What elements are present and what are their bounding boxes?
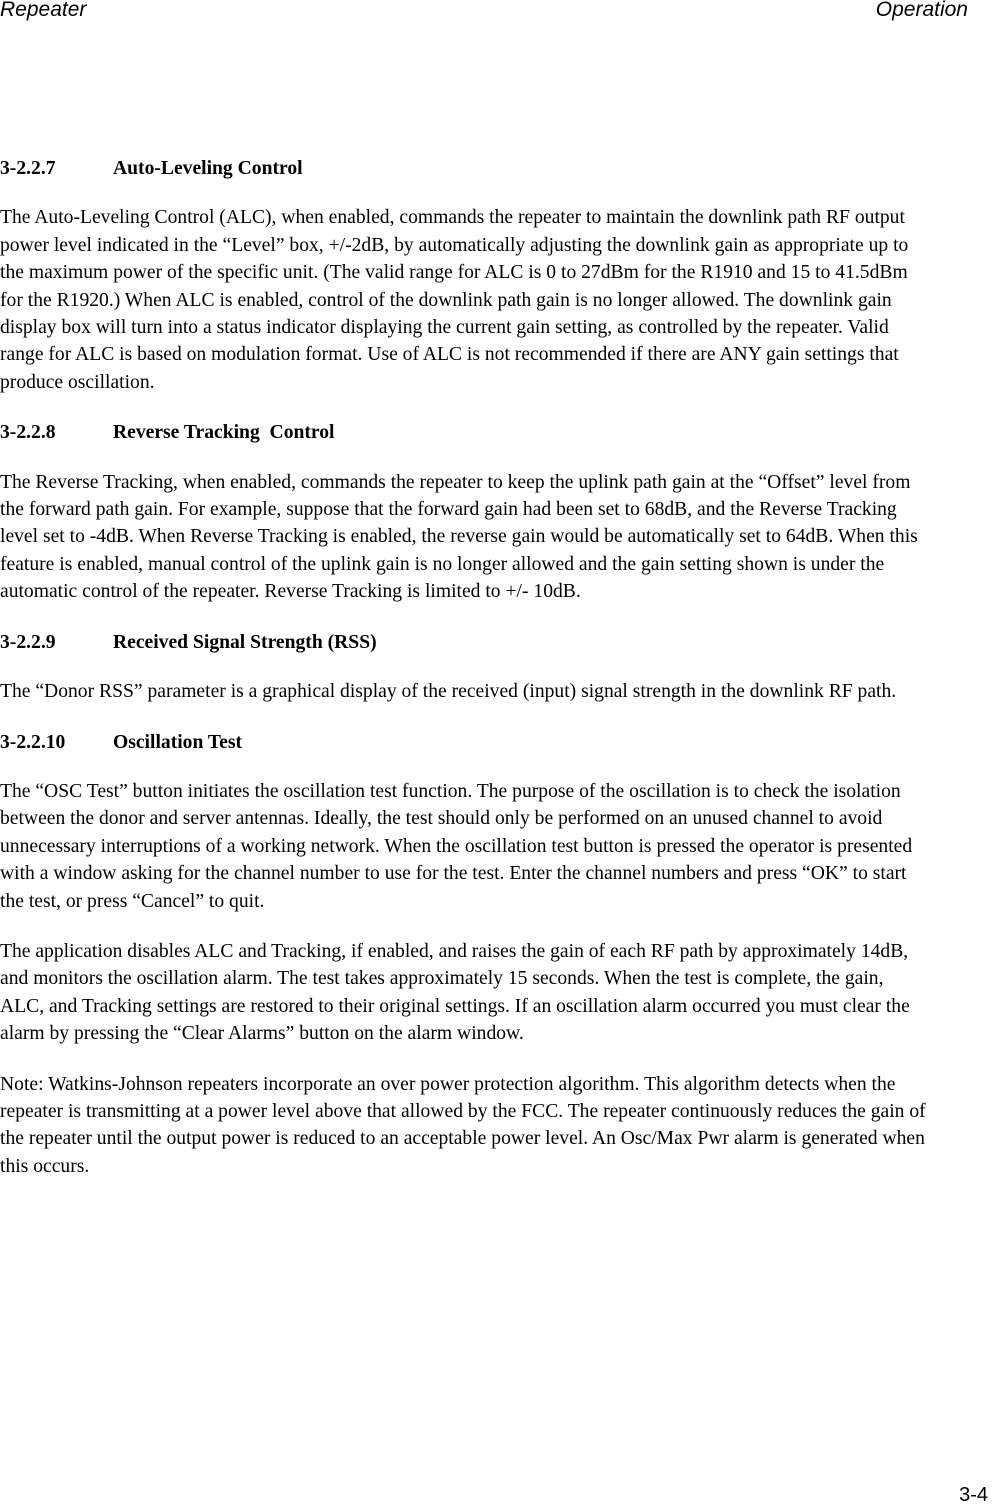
paragraph: The Auto-Leveling Control (ALC), when enabled, commands the repeater to maintain the downlink path RF output power level indicated in the “Level” box, +/-2dB, by automatically adjusting the downlink gain as appropriate up to the maximum power of the specific unit. (The valid range for ALC is 0 to 27dBm for the R1910 and 15 to 41.5dBm for the R1920.) When ALC is enabled, control of the downlink path gain is no longer allowed. The downlink gain display box will turn into a status indicator displaying the current gain setting, as controlled by the repeater. Valid range for ALC is based on modulation format. Use of ALC is not recommended if there are ANY gain settings that produce oscillation.	[0, 207, 909, 393]
section-title: Received Signal Strength (RSS)	[113, 631, 377, 653]
section-number: 3-2.2.10	[0, 731, 66, 753]
paragraph: The application disables ALC and Tracking, if enabled, and raises the gain of each RF path by approximately 14dB, and monitors the oscillation alarm. The test takes approximately 15 seconds. When the test is complete, the gain, ALC, and Tracking settings are restored to their original settings. If an oscillation alarm occurred you must clear the alarm by pressing the “Clear Alarms” button on the alarm window.	[0, 940, 910, 1045]
section-title: Oscillation Test	[113, 731, 243, 753]
section-heading	[0, 419, 930, 446]
section-heading	[0, 155, 930, 182]
paragraph: The “Donor RSS” parameter is a graphical display of the received (input) signal strength in the downlink RF path.	[0, 681, 897, 703]
section-title: Reverse Tracking Control	[113, 422, 335, 444]
section-oscillation-test	[0, 729, 930, 1181]
section-number: 3-2.2.9	[0, 631, 56, 653]
paragraph: The “OSC Test” button initiates the oscillation test function. The purpose of the oscillation is to check the isolation between the donor and server antennas. Ideally, the test should only be performed on an unused channel to avoid unnecessary interruptions of a working network. When the oscillation test button is pressed the operator is presented with a window asking for the channel number to use for the test. Enter the channel numbers and press “OK” to start the test, or press “Cancel” to quit.	[0, 780, 913, 912]
running-header-right: Operation	[875, 0, 968, 21]
section-reverse-tracking-control	[0, 419, 930, 605]
document-body	[0, 155, 930, 1203]
section-title: Auto-Leveling Control	[113, 158, 303, 179]
page-number: 3-4	[959, 1484, 988, 1506]
running-header-left: Repeater	[0, 0, 87, 21]
section-heading	[0, 729, 930, 756]
note-paragraph: Note: Watkins-Johnson repeaters incorporate an over power protection algorithm. This algorithm detects when the repeater is transmitting at a power level above that allowed by the FCC. The repeater continuously reduces the gain of the repeater until the output power is reduced to an acceptable power level. An Osc/Max Pwr alarm is generated when this occurs.	[0, 1073, 926, 1177]
section-received-signal-strength	[0, 629, 930, 706]
section-number: 3-2.2.8	[0, 422, 56, 444]
paragraph: The Reverse Tracking, when enabled, commands the repeater to keep the uplink path gain at the “Offset” level from the forward path gain. For example, suppose that the forward gain had been set to 68dB, and the Reverse Tracking level set to -4dB. When Reverse Tracking is enabled, the reverse gain would be automatically set to 64dB. When this feature is enabled, manual control of the uplink gain is no longer allowed and the gain setting shown is under the automatic control of the repeater. Reverse Tracking is limited to +/- 10dB.	[0, 471, 918, 603]
section-number: 3-2.2.7	[0, 158, 56, 179]
section-auto-leveling-control	[0, 155, 930, 396]
section-heading	[0, 629, 930, 656]
